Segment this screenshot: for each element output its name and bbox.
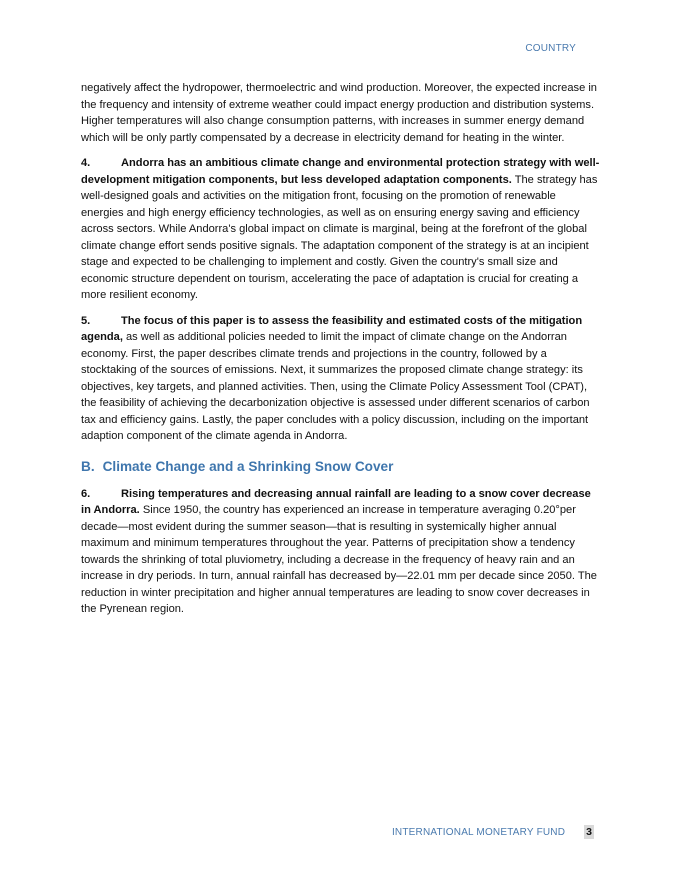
paragraph-number: 5.	[81, 314, 91, 327]
section-title: Climate Change and a Shrinking Snow Cover	[102, 458, 394, 474]
paragraph-lead: Andorra has an ambitious climate change and environmental protection strategy with well-development mitigation components, but less developed adaptation components.	[81, 157, 600, 186]
page-footer	[392, 825, 594, 839]
footer-organization: INTERNATIONAL MONETARY FUND	[391, 826, 566, 838]
paragraph-body: as well as additional policies needed to limit the impact of climate change on the Andorran economy. First, the paper describes climate trends and projections in the country, followed by a stocktaking of the sources of emissions. Next, it summarizes the proposed climate change strategy: its objectives, key targets, and planned activities. Then, using the Climate Policy Assessment Tool (CPAT), the feasibility of achieving the decarbonization objective is assessed under different scenarios of carbon tax and efficiency gains. Lastly, the paper concludes with a policy discussion, including on the important adaption component of the climate agenda in Andorra.	[81, 331, 590, 442]
page-number: 3	[586, 826, 592, 838]
section-heading-b	[81, 458, 601, 476]
paragraph-3-continued: negatively affect the hydropower, thermoelectric and wind production. Moreover, the expected increase in the frequency and intensity of extreme weather could impact energy production and distribution systems. Higher temperatures will also change consumption patterns, with increases in summer energy demand which will be only partly compensated by a decrease in electricity demand for heating in the winter.	[81, 82, 597, 144]
document-body	[81, 80, 601, 627]
paragraph-4	[81, 155, 601, 304]
section-letter: B.	[81, 458, 95, 474]
paragraph-5	[81, 313, 601, 445]
paragraph-lead: Rising temperatures and decreasing annual rainfall are leading to a snow cover decrease in Andorra.	[81, 487, 591, 516]
paragraph-body: The strategy has well-designed goals and activities on the mitigation front, focusing on the promotion of renewable energies and high energy efficiency technologies, as well as on ensuring energy saving and efficiency across sectors. While Andorra's global impact on climate is marginal, being at the forefront of the global climate change effort sends positive signals. The adaptation component of the strategy is at an incipient stage and expected to be challenging to implement and costly. Given the country's small size and economic structure dependent on tourism, accelerating the pace of adaptation is crucial for creating a more resilient economy.	[81, 173, 598, 301]
paragraph-number: 6.	[81, 487, 91, 500]
paragraph-6	[81, 486, 601, 618]
paragraph-number: 4.	[81, 157, 91, 169]
paragraph-lead: The focus of this paper is to assess the feasibility and estimated costs of the mitigation agenda,	[81, 314, 583, 343]
paragraph-body: Since 1950, the country has experienced an increase in temperature averaging 0.20°per decade—most evident during the summer season—that is resulting in systemically higher annual maximum and minimum temperatures throughout the year. Patterns of precipitation show a tendency towards the shrinking of total pluviometry, including a decrease in the frequency of heavy rain and an increase in dry periods. In turn, annual rainfall has decreased by—22.01 mm per decade since 2050. The reduction in winter precipitation and higher annual temperatures are leading to snow cover decreases in the Pyrenean region.	[81, 504, 597, 615]
running-header-country: COUNTRY	[525, 43, 576, 54]
